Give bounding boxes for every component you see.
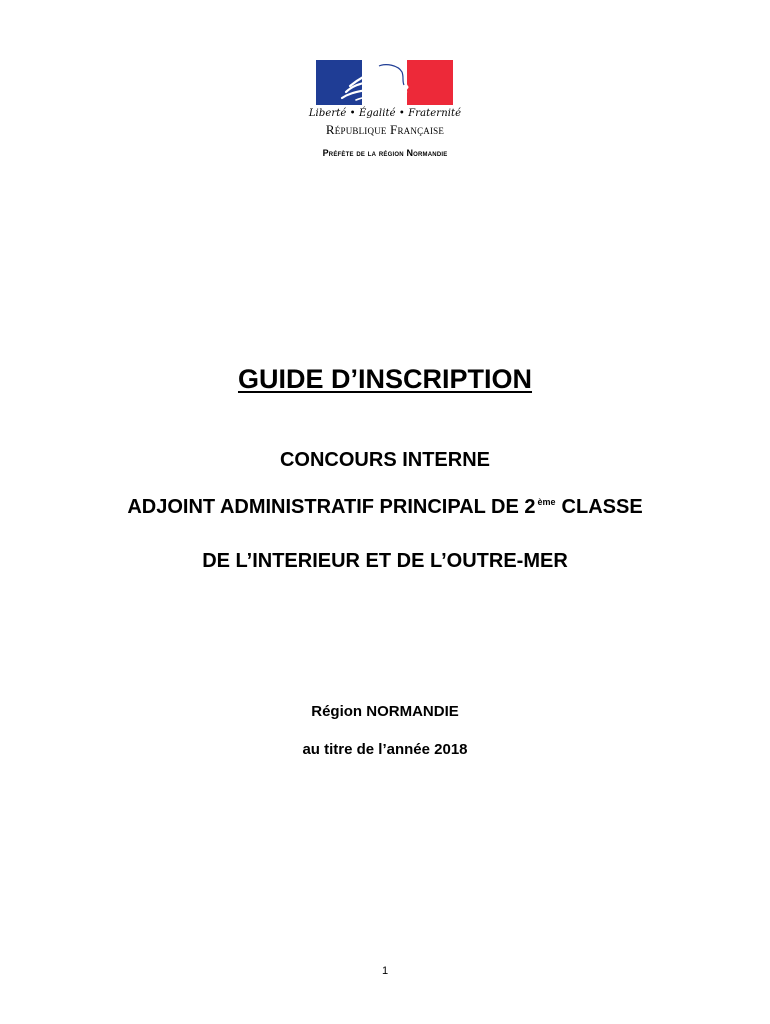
prefecture-label: Préfète de la région Normandie (322, 148, 448, 158)
marianne-logo (316, 60, 453, 105)
page-number: 1 (381, 965, 389, 977)
republique-francaise-label: République Française (325, 122, 445, 137)
grade-suffix: CLASSE (561, 496, 643, 518)
exam-type-heading: CONCOURS INTERNE (279, 449, 490, 471)
year-label: au titre de l’année 2018 (302, 741, 468, 758)
grade-superscript: ème (537, 497, 556, 507)
document-title: GUIDE D’INSCRIPTION (237, 364, 533, 394)
grade-prefix: ADJOINT ADMINISTRATIF PRINCIPAL DE 2 (127, 496, 536, 518)
ministry-heading: DE L’INTERIEUR ET DE L’OUTRE-MER (202, 550, 568, 572)
region-label: Région NORMANDIE (311, 703, 459, 720)
grade-heading (0, 496, 770, 519)
republic-motto: Liberté • Égalité • Fraternité (308, 108, 462, 119)
